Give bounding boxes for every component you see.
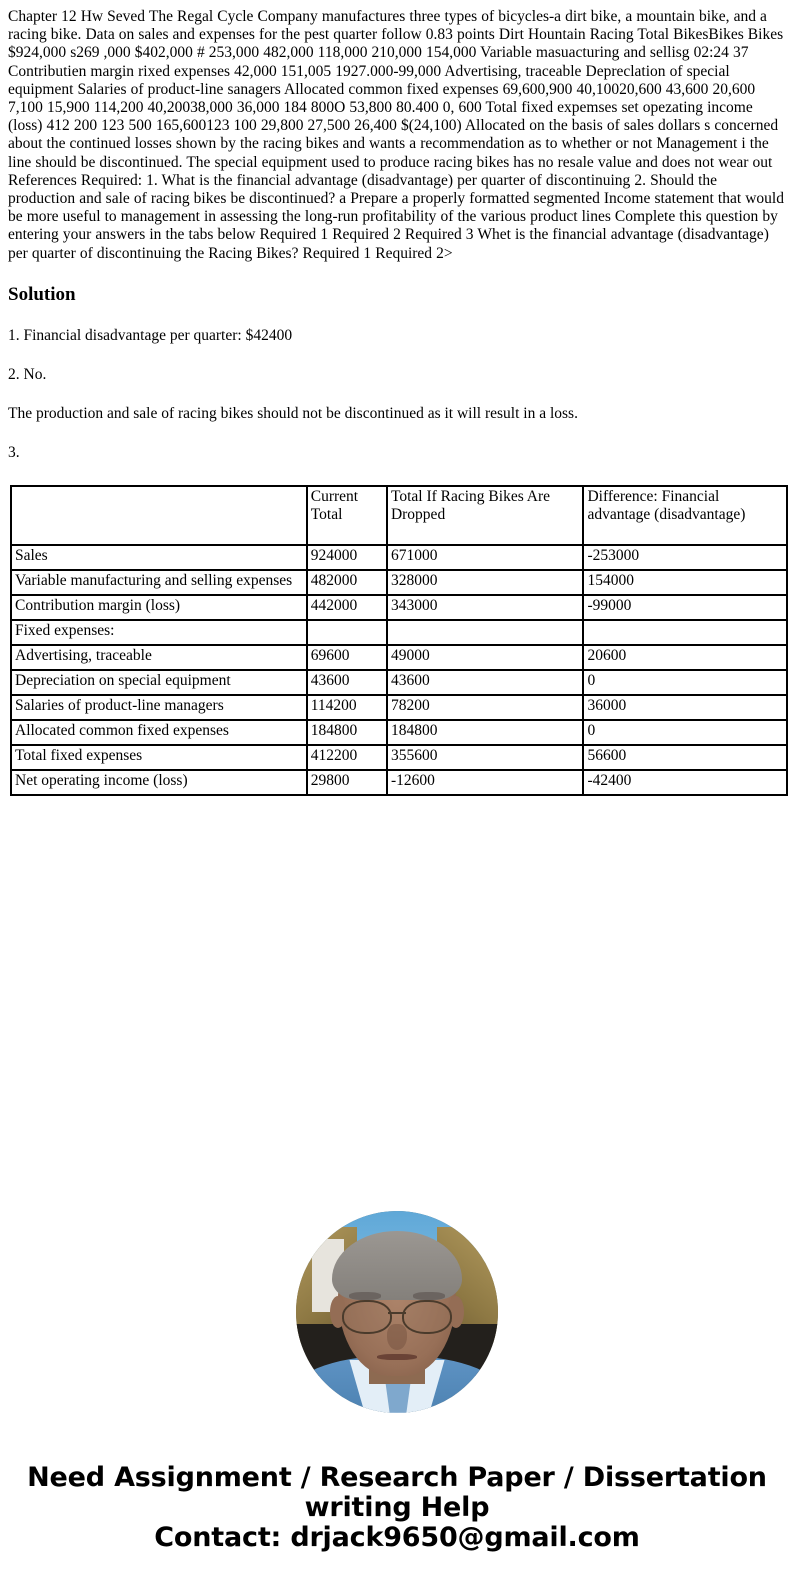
avatar-container <box>8 1211 786 1413</box>
row-difference-cell <box>583 620 787 645</box>
promo-footer <box>8 1463 786 1569</box>
row-current-total-cell: 442000 <box>307 595 387 620</box>
solution-answer-2-detail: The production and sale of racing bikes should not be discontinued as it will result in a loss. <box>8 404 578 422</box>
avatar <box>296 1211 498 1413</box>
header-cell-label <box>11 486 307 545</box>
table-row <box>11 570 787 595</box>
row-difference-cell: -253000 <box>583 545 787 570</box>
question-paragraph: Chapter 12 Hw Seved The Regal Cycle Company manufactures three types of bicycles-a dirt bike, a mountain bike, and a racing bike. Data on sales and expenses for the pest quarter follow 0.83 points Dirt Hountain Racing Total BikesBikes Bikes $924,000 s269 ,000 $402,000 # 253,000 482,000 118,000 210,000 154,000 Variable masuacturing and sellisg 02:24 37 Contributien margin rixed expenses 42,000 151,005 1927.000-99,000 Advertising, traceable Depreclation of special equipment Salaries of product-line sanagers Allocated common fixed expenses 69,600,900 40,10020,600 43,600 20,600 7,100 15,900 114,200 40,20038,000 36,000 184 800O 53,800 80.400 0, 600 Total fixed expemses set opezating income (loss) 412 200 123 500 165,600123 100 29,800 27,500 26,400 $(24,100) Allocated on the basis of sales dollars s concerned about the continued losses shown by the racing bikes and wants a recommendation as to whether or not Management i the line should be discontinued. The special equipment used to produce racing bikes has no resale value and does not wear out References Required: 1. What is the financial advantage (disadvantage) per quarter of discontinuing 2. Should the production and sale of racing bikes be discontinued? a Prepare a properly formatted segmented Income statement that would be more useful to management in assessing the long-run profitability of the various product lines Complete this question by entering your answers in the tabs below Required 1 Required 2 Required 3 Whet is the financial advantage (disadvantage) per quarter of discontinuing the Racing Bikes? Required 1 Required 2> <box>8 8 784 262</box>
row-label-cell: Sales <box>11 545 307 570</box>
avatar-eyebrow-right <box>413 1292 445 1300</box>
row-difference-cell: 0 <box>583 670 787 695</box>
row-difference-cell: 20600 <box>583 645 787 670</box>
row-label-cell: Depreciation on special equipment <box>11 670 307 695</box>
header-cell-difference: Difference: Financial advantage (disadvantage) <box>583 486 787 545</box>
solution-answer-2: 2. No. <box>8 365 47 383</box>
row-current-total-cell <box>307 620 387 645</box>
table-row <box>11 595 787 620</box>
table-row <box>11 745 787 770</box>
row-current-total-cell: 924000 <box>307 545 387 570</box>
row-dropped-cell: 328000 <box>387 570 584 595</box>
row-current-total-cell: 114200 <box>307 695 387 720</box>
avatar-nose <box>387 1324 407 1350</box>
promo-line-2: writing Help <box>304 1491 490 1523</box>
row-label-cell: Fixed expenses: <box>11 620 307 645</box>
row-dropped-cell: 78200 <box>387 695 584 720</box>
row-label-cell: Salaries of product-line managers <box>11 695 307 720</box>
header-cell-current-total: Current Total <box>307 486 387 545</box>
promo-line-1: Need Assignment / Research Paper / Dissertation <box>27 1461 767 1493</box>
row-dropped-cell: 49000 <box>387 645 584 670</box>
avatar-lens-left <box>342 1300 392 1334</box>
table-row <box>11 695 787 720</box>
table-body <box>11 545 787 795</box>
segmented-income-table <box>10 485 788 796</box>
row-current-total-cell: 184800 <box>307 720 387 745</box>
row-dropped-cell: 343000 <box>387 595 584 620</box>
row-difference-cell: -99000 <box>583 595 787 620</box>
row-dropped-cell <box>387 620 584 645</box>
avatar-eyebrow-left <box>349 1292 381 1300</box>
row-label-cell: Net operating income (loss) <box>11 770 307 795</box>
table-header-row <box>11 486 787 545</box>
row-dropped-cell: 43600 <box>387 670 584 695</box>
table-row <box>11 645 787 670</box>
table-row <box>11 670 787 695</box>
solution-answer-3-label: 3. <box>8 443 20 461</box>
row-dropped-cell: 184800 <box>387 720 584 745</box>
table-head <box>11 486 787 545</box>
solution-heading: Solution <box>8 283 76 305</box>
row-difference-cell: 154000 <box>583 570 787 595</box>
row-dropped-cell: -12600 <box>387 770 584 795</box>
row-difference-cell: 36000 <box>583 695 787 720</box>
row-label-cell: Allocated common fixed expenses <box>11 720 307 745</box>
avatar-lens-right <box>402 1300 452 1334</box>
solution-answer-1: 1. Financial disadvantage per quarter: $42400 <box>8 326 293 344</box>
row-label-cell: Contribution margin (loss) <box>11 595 307 620</box>
row-current-total-cell: 43600 <box>307 670 387 695</box>
row-dropped-cell: 355600 <box>387 745 584 770</box>
table-row <box>11 770 787 795</box>
row-label-cell: Total fixed expenses <box>11 745 307 770</box>
row-current-total-cell: 482000 <box>307 570 387 595</box>
row-label-cell: Advertising, traceable <box>11 645 307 670</box>
row-current-total-cell: 69600 <box>307 645 387 670</box>
table-row <box>11 620 787 645</box>
row-difference-cell: 56600 <box>583 745 787 770</box>
row-difference-cell: 0 <box>583 720 787 745</box>
avatar-glasses-bridge <box>388 1312 405 1315</box>
avatar-mouth <box>377 1354 417 1360</box>
promo-line-3: Contact: drjack9650@gmail.com <box>154 1521 640 1553</box>
row-dropped-cell: 671000 <box>387 545 584 570</box>
row-difference-cell: -42400 <box>583 770 787 795</box>
table-row <box>11 720 787 745</box>
row-current-total-cell: 412200 <box>307 745 387 770</box>
row-label-cell: Variable manufacturing and selling expenses <box>11 570 307 595</box>
header-cell-dropped: Total If Racing Bikes Are Dropped <box>387 486 584 545</box>
row-current-total-cell: 29800 <box>307 770 387 795</box>
table-row <box>11 545 787 570</box>
